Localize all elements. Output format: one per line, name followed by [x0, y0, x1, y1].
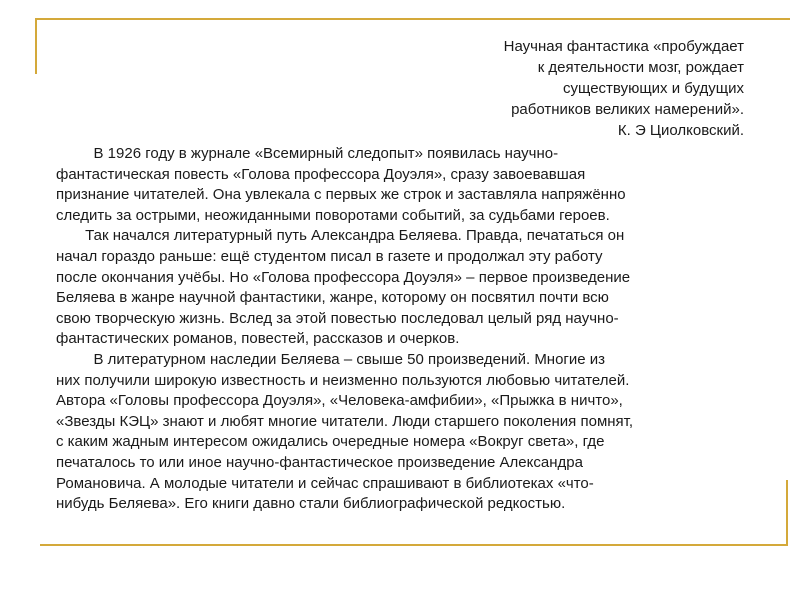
epigraph-line: работников великих намерений».: [511, 101, 744, 118]
frame-line-left: [35, 18, 37, 74]
body-line: фантастических романов, повестей, рассказов и очерков.: [56, 330, 460, 348]
epigraph-author: К. Э Циолковский.: [617, 122, 744, 139]
body-line: Так начался литературный путь Александра Беляева. Правда, печататься он: [56, 227, 625, 245]
body-line: фантастическая повесть «Голова профессора Доуэля», сразу завоевавшая: [56, 165, 586, 183]
body-line: Романовича. А молодые читатели и сейчас спрашивают в библиотеках «что-: [56, 474, 594, 492]
body-line: В 1926 году в журнале «Всемирный следопыт» появилась научно-: [56, 145, 559, 162]
body-line: с каким жадным интересом ожидались очередные номера «Вокруг света», где: [56, 433, 605, 451]
body-line: нибудь Беляева». Его книги давно стали библиографической редкостью.: [56, 495, 566, 513]
body-text: [56, 144, 746, 515]
frame-line-bottom: [40, 544, 788, 546]
body-line: следить за острыми, неожиданными поворотами событий, за судьбами героев.: [56, 206, 610, 224]
body-line: печаталось то или иное научно-фантастическое произведение Александра: [56, 453, 583, 471]
frame-line-top: [35, 18, 790, 20]
epigraph-line: к деятельности мозг, рождает: [537, 59, 744, 76]
epigraph-line: существующих и будущих: [563, 80, 744, 97]
epigraph-line: Научная фантастика «пробуждает: [503, 38, 744, 55]
body-line: них получили широкую известность и неизменно пользуются любовью читателей.: [56, 371, 630, 389]
body-line: признание читателей. Она увлекала с первых же строк и заставляла напряжённо: [56, 186, 626, 204]
body-line: после окончания учёбы. Но «Голова профессора Доуэля» – первое произведение: [56, 268, 631, 286]
body-line: Беляева в жанре научной фантастики, жанре, которому он посвятил почти всю: [56, 289, 609, 307]
body-line: начал гораздо раньше: ещё студентом писал в газете и продолжал эту работу: [56, 247, 603, 265]
epigraph: [414, 36, 744, 141]
body-line: свою творческую жизнь. Вслед за этой повестью последовал целый ряд научно-: [56, 309, 619, 327]
body-line: «Звезды КЭЦ» знают и любят многие читатели. Люди старшего поколения помнят,: [56, 412, 634, 430]
frame-line-right: [786, 480, 788, 546]
body-line: Автора «Головы профессора Доуэля», «Человека-амфибии», «Прыжка в ничто»,: [56, 392, 623, 410]
body-line: В литературном наследии Беляева – свыше 50 произведений. Многие из: [56, 350, 606, 368]
